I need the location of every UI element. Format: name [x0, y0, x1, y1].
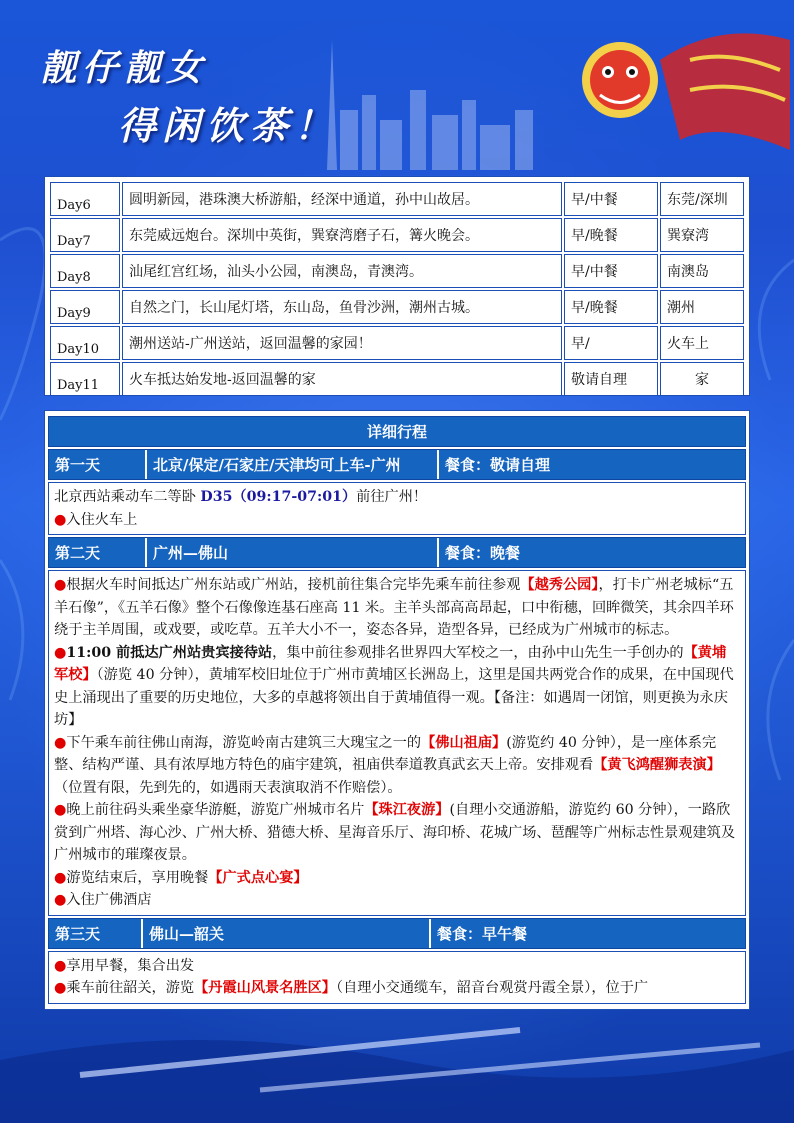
day2-route: 广州—佛山: [147, 538, 439, 567]
bullet-icon: ●: [54, 980, 67, 996]
highlight: 【丹霞山风景名胜区】: [194, 980, 336, 996]
day2-content: [48, 570, 746, 916]
stay-cell: 南澳岛: [660, 254, 744, 288]
day1-paragraph: [54, 486, 740, 509]
day2-header: [48, 537, 746, 568]
day2-paragraph: [54, 799, 740, 867]
schedule-panel: [44, 176, 750, 396]
day3-paragraph: [54, 977, 740, 1000]
bullet-icon: ●: [54, 802, 67, 818]
text: 乘车前往韶关，游览: [66, 980, 195, 996]
desc-cell: 自然之门，长山尾灯塔，东山岛，鱼骨沙洲，潮州古城。: [122, 290, 562, 324]
highlight: 【佛山祖庙】: [421, 734, 507, 751]
desc-cell: 汕尾红宫红场，汕头小公园，南澳岛，青澳湾。: [122, 254, 562, 288]
text: ，集中前往参观排名世界四大军校之一，由孙中山先生一手创办的: [272, 644, 684, 661]
highlight: 【珠江夜游】: [364, 802, 450, 818]
text: 入住火车上: [66, 511, 138, 528]
meal-cell: 早/: [564, 326, 658, 360]
bullet-icon: ●: [54, 734, 67, 751]
highlight: 【广式点心宴】: [208, 869, 308, 886]
day3-label: 第三天: [49, 919, 143, 948]
text: （自理小交通缆车，韶音台观赏丹霞全景），位于广: [335, 980, 649, 996]
stay-cell: 潮州: [660, 290, 744, 324]
desc-cell: 圆明新园，港珠澳大桥游船，经深中通道，孙中山故居。: [122, 182, 562, 216]
stay-cell: 家: [660, 362, 744, 396]
meal-cell: 早/中餐: [564, 254, 658, 288]
itinerary-title-bar: [48, 416, 746, 447]
text: 享用早餐，集合出发: [66, 957, 195, 974]
table-row: [50, 182, 744, 216]
table-row: [50, 362, 744, 396]
highlight: 【黄飞鸿醒狮表演】: [593, 757, 721, 773]
day1-header: [48, 449, 746, 480]
day2-paragraph: [54, 574, 740, 642]
meal-cell: 早/晚餐: [564, 290, 658, 324]
text: 下午乘车前往佛山南海，游览岭南古建筑三大瑰宝之一的: [66, 734, 422, 751]
day-cell: Day6: [50, 182, 120, 216]
itinerary-panel: [44, 410, 750, 1010]
schedule-table: [48, 180, 746, 398]
day2-label: 第二天: [49, 538, 147, 567]
table-row: [50, 218, 744, 252]
day2-paragraph: [54, 732, 740, 800]
itinerary-title: 详细行程: [366, 423, 427, 441]
day1-route: 北京/保定/石家庄/天津均可上车-广州: [147, 450, 439, 479]
day2-paragraph: [54, 642, 740, 732]
table-row: [50, 326, 744, 360]
day-cell: Day11: [50, 362, 120, 396]
bullet-icon: ●: [54, 577, 67, 593]
meal-cell: 早/中餐: [564, 182, 658, 216]
day2-paragraph: [54, 867, 740, 890]
bullet-icon: ●: [54, 892, 67, 908]
meal-cell: 早/晚餐: [564, 218, 658, 252]
day3-header: [48, 918, 746, 949]
train-number: D35（09:17-07:01）: [200, 489, 357, 505]
text: 入住广佛酒店: [66, 892, 152, 908]
desc-cell: 火车抵达始发地-返回温馨的家: [122, 362, 562, 396]
text: 根据火车时间抵达广州东站或广州站，接机前往集合完毕先乘车前往参观: [66, 577, 521, 593]
desc-cell: 东莞威远炮台。深圳中英街，巽寮湾磨子石，篝火晚会。: [122, 218, 562, 252]
text: 晚上前往码头乘坐豪华游艇，游览广州城市名片: [66, 802, 365, 818]
day3-paragraph: [54, 955, 740, 978]
slogan-line-2: 得闲饮茶！: [118, 103, 339, 148]
slogan-line-1: 靓仔靓女: [40, 47, 209, 89]
day-cell: Day8: [50, 254, 120, 288]
text: (游览约 40 分钟），是一座体系完整、结构严谨、具有浓厚地方特色的庙宇建筑，祖庙供奉道教真武玄天上帝。安排观看: [54, 734, 717, 773]
text: 11:00 前抵达广州站贵宾接待站: [66, 644, 273, 661]
text: （游览 40 分钟），黄埔军校旧址位于广州市黄埔区长洲岛上，这里是国共两党合作的成果，在中国现代史上涌现出了重要的历史地位，大多的卓越将领出自于黄埔值得一观。【备注：如遇周一闭馆，则更换为永庆坊】: [54, 667, 734, 728]
day-cell: Day9: [50, 290, 120, 324]
text: 北京西站乘动车二等卧: [54, 489, 201, 505]
meal-cell: 敬请自理: [564, 362, 658, 396]
stay-cell: 巽寮湾: [660, 218, 744, 252]
table-row: [50, 254, 744, 288]
highlight: 【越秀公园】: [520, 577, 599, 593]
day-cell: Day10: [50, 326, 120, 360]
day1-content: [48, 482, 746, 535]
bullet-icon: ●: [54, 511, 67, 528]
text: (自理小交通游船，游览约 60 分钟），一路欣赏到广州塔、海心沙、广州大桥、猎德大桥、星海音乐厅、海印桥、花城广场、琶醒等广州标志性景观建筑及广州城市的璀璨夜景。: [54, 802, 736, 863]
bullet-icon: ●: [54, 869, 67, 886]
bullet-icon: ●: [54, 957, 67, 974]
stay-cell: 东莞/深圳: [660, 182, 744, 216]
day3-route: 佛山—韶关: [143, 919, 431, 948]
text: （位置有限，先到先的，如遇雨天表演取消不作赔偿）。: [54, 779, 402, 796]
day1-label: 第一天: [49, 450, 147, 479]
header-banner: [0, 0, 794, 175]
text: 前往广州！: [356, 489, 428, 505]
day1-paragraph: [54, 509, 740, 532]
text: ，打卡广州老城标“五羊石像”，《五羊石像》整个石像像连基石座高 11 米。主羊头部高高昂起，口中衔穗，回眸微笑，其余四羊环绕于主羊周围，或戏要，或吃草。五羊大小不一，姿态各异，造型各异，已经成为广州城市的标志。: [54, 577, 734, 638]
highlight: 【黄埔军校】: [54, 644, 727, 683]
stay-cell: 火车上: [660, 326, 744, 360]
bullet-icon: ●: [54, 644, 67, 661]
desc-cell: 潮州送站-广州送站，返回温馨的家园！: [122, 326, 562, 360]
day2-meal: 餐食：晚餐: [445, 544, 521, 562]
day3-content: [48, 951, 746, 1004]
day-cell: Day7: [50, 218, 120, 252]
day2-paragraph: [54, 889, 740, 912]
day3-meal: 餐食：早午餐: [437, 924, 528, 943]
text: 游览结束后，享用晚餐: [66, 869, 209, 886]
table-row: [50, 290, 744, 324]
day1-meal: 餐食：敬请自理: [445, 456, 551, 474]
